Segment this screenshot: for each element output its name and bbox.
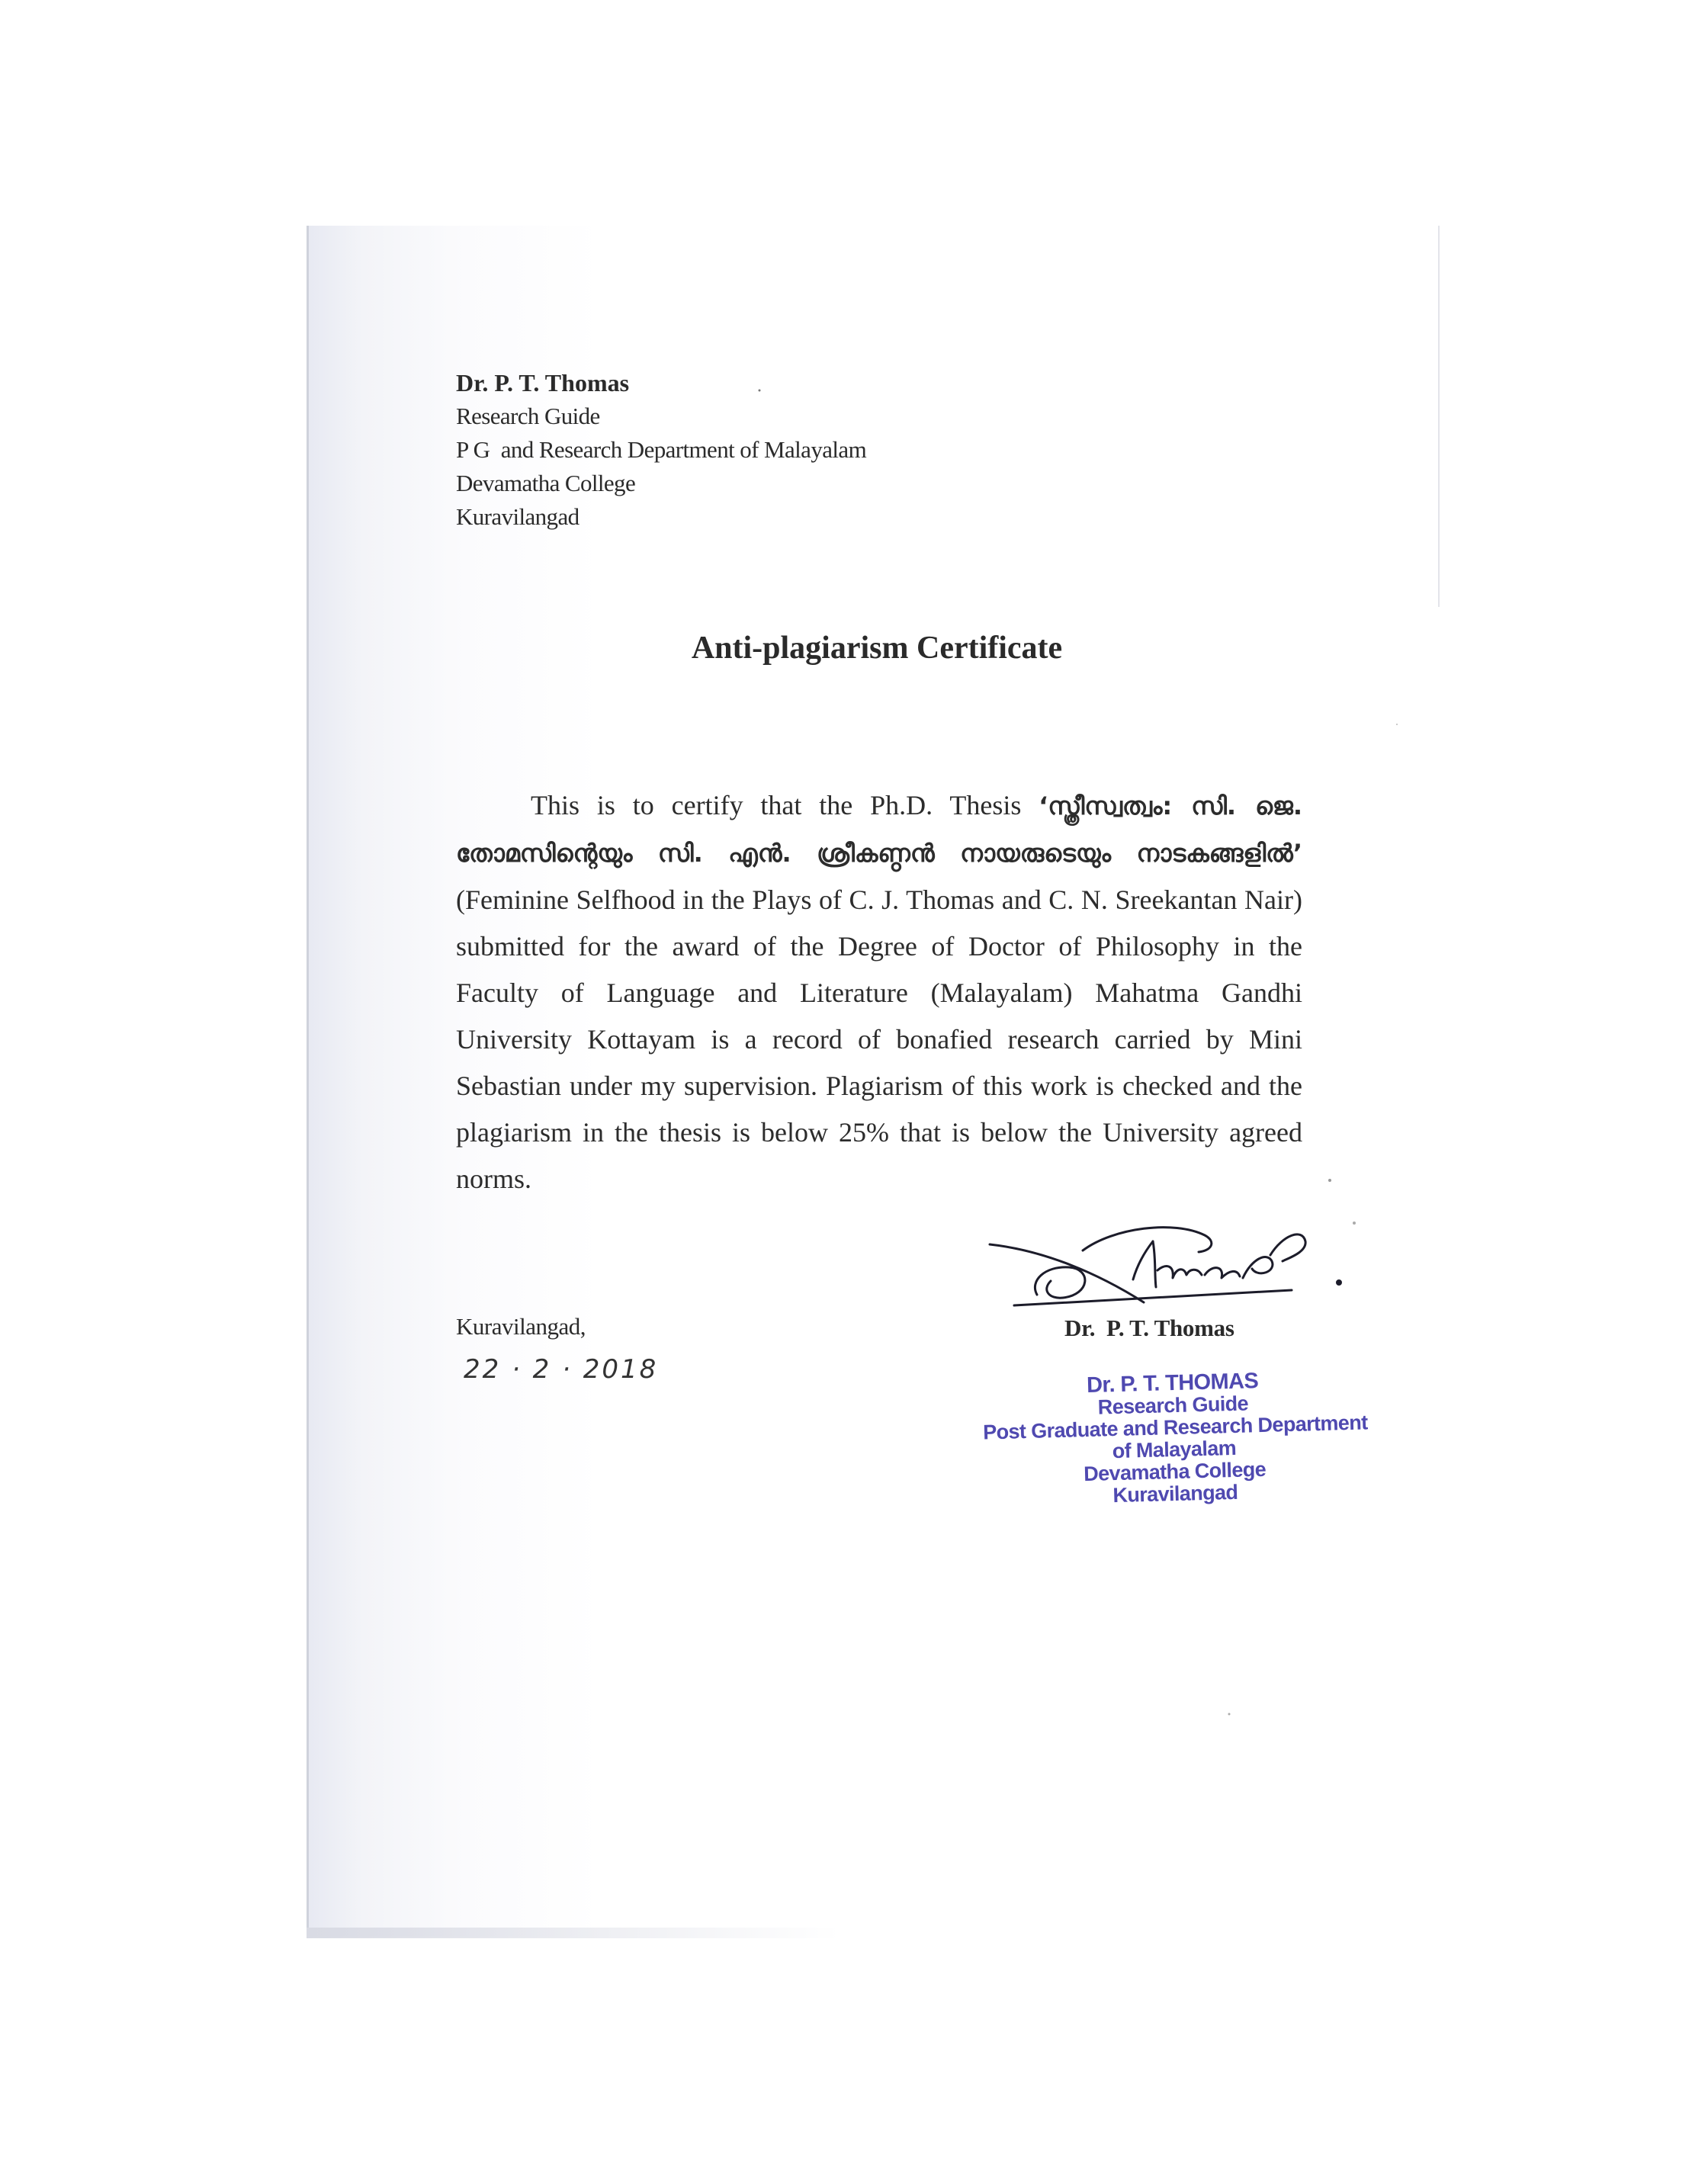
certificate-title: Anti-plagiarism Certificate: [691, 631, 1063, 666]
stamp-line-subject: of Malayalam: [1112, 1436, 1237, 1463]
letterhead-college: Devamatha College: [456, 470, 636, 496]
letterhead-designation: Research Guide: [456, 403, 600, 429]
letterhead-department: P G and Research Department of Malayalam: [456, 436, 867, 463]
page-edge-bottom: [307, 1928, 840, 1938]
body-intro: This is to certify that the Ph.D. Thesis: [531, 790, 1022, 820]
signer-name: Dr. P. T. Thomas: [1064, 1315, 1234, 1341]
handwritten-date: 22 · 2 · 2018: [464, 1354, 659, 1385]
stamp-line-designation: Research Guide: [1097, 1392, 1249, 1419]
stamp-line-name: Dr. P. T. THOMAS: [1086, 1369, 1259, 1398]
certificate-body: [456, 782, 1302, 1202]
letterhead-name: Dr. P. T. Thomas: [456, 369, 630, 396]
stamp-line-college: Devamatha College: [1083, 1457, 1267, 1486]
thesis-title-malayalam: ‘സ്ത്രീസ്വത്വം: സി. ജെ. തോമസിന്റെയും സി. എൻ. ശ്രീകണ്ഠൻ നായരുടെയും നാടകങ്ങളിൽ’: [456, 791, 1303, 868]
letterhead: [456, 366, 866, 534]
page-edge-left: [307, 226, 309, 1937]
stamp-line-place: Kuravilangad: [1112, 1480, 1238, 1507]
stamp-line-department: Post Graduate and Research Department: [982, 1411, 1368, 1444]
page-edge-right: [1438, 226, 1440, 607]
letterhead-place: Kuravilangad: [456, 503, 580, 530]
handwritten-signature: [984, 1205, 1350, 1319]
official-stamp: [981, 1367, 1366, 1537]
body-remainder: (Feminine Selfhood in the Plays of C. J. Thomas and C. N. Sreekantan Nair) submitted for the award of the Degree of Doctor of Philosophy in the Faculty of Language and Literature (Malayalam) Mahatma Gandhi University Kottayam is a record of bonafied research carried by Mini Sebastian under my supervision. Plagiarism of this work is checked and the plagiarism in the thesis is below 25% that is below the University agreed norms.: [456, 884, 1302, 1194]
footer-place: Kuravilangad,: [456, 1313, 586, 1340]
